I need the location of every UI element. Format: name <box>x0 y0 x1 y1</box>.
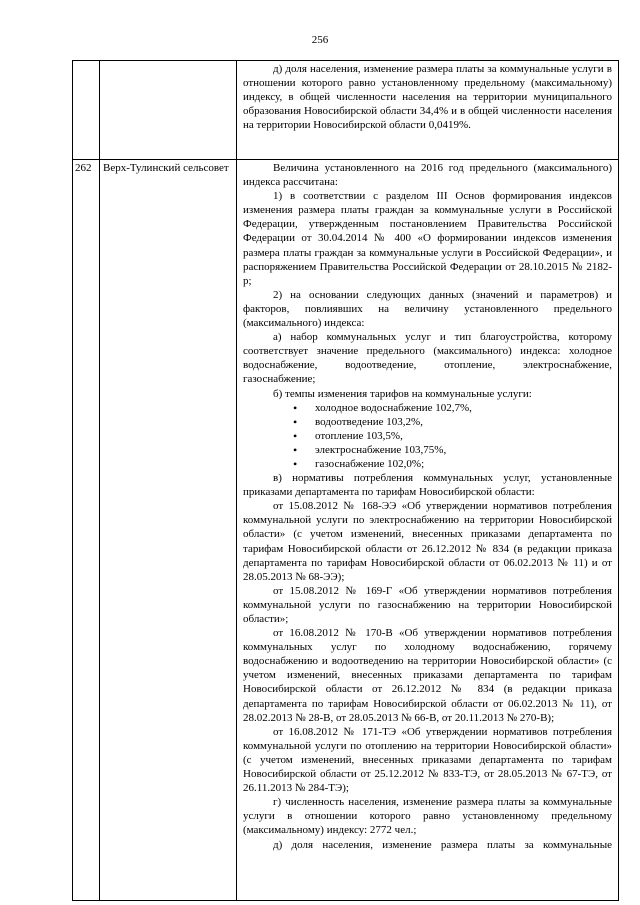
paragraph-d: д) доля населения, изменение размера платы за коммунальные <box>273 838 612 851</box>
paragraph-a: а) набор коммунальных услуг и тип благоустройства, которому соответствует значение предельного (максимального) индекса: холодное водоснабжение, водоотведение, отопление, электроснабжение, газоснабжение; <box>243 331 612 386</box>
description-cell <box>237 160 619 901</box>
description-cell <box>237 61 619 160</box>
list-item: • водоотведение 103,2%, <box>315 415 612 429</box>
row-number-cell: 262 <box>73 160 100 901</box>
municipality-name: Верх-Тулинский сельсовет <box>100 160 237 901</box>
paragraph-1: 1) в соответствии с разделом III Основ формирования индексов изменения размера платы граждан за коммунальные услуги в Российской Федерации, утвержденным постановлением Правительства Российской Федерации от 30.04.2014 № 400 «О формировании индексов изменения размера платы граждан за коммунальные услуги в Российской Федерации», и распоряжением Правительства Российской Федерации от 28.10.2015 № 2182-р; <box>243 190 612 287</box>
norm-order-2: от 15.08.2012 № 169-Г «Об утверждении нормативов потребления коммунальной услуги по газоснабжению на территории Новосибирской области»; <box>243 584 612 625</box>
norm-order-1: от 15.08.2012 № 168-ЭЭ «Об утверждении нормативов потребления коммунальной услуги по электроснабжению на территории Новосибирской области» (с учетом изменений, внесенных приказами департамента по тарифам Новосибирской области от 26.12.2012 № 834 (в редакции приказа департамента по тарифам Новосибирской области от 06.02.2013 № 11) и от 28.05.2013 № 68-ЭЭ); <box>243 500 612 583</box>
table-row <box>73 160 619 901</box>
table-row <box>73 61 619 160</box>
paragraph-v: в) нормативы потребления коммунальных услуг, установленные приказами департамента по тарифам Новосибирской области: <box>243 472 612 499</box>
paragraph-g: г) численность населения, изменение размера платы за коммунальные услуги в отношении которого равно установленному предельному (максимальному) индексу: 2772 чел.; <box>243 796 612 837</box>
list-item: • газоснабжение 102,0%; <box>315 457 612 471</box>
list-item: • отопление 103,5%, <box>315 429 612 443</box>
page-number: 256 <box>311 34 329 46</box>
tariff-list <box>243 401 612 471</box>
index-table <box>72 60 619 901</box>
intro-paragraph: Величина установленного на 2016 год предельного (максимального) индекса рассчитана: <box>243 162 612 189</box>
paragraph-b: б) темпы изменения тарифов на коммунальные услуги: <box>273 387 532 400</box>
municipality-cell <box>100 61 237 160</box>
list-item: • электроснабжение 103,75%, <box>315 443 612 457</box>
norm-order-3: от 16.08.2012 № 170-В «Об утверждении нормативов потребления коммунальных услуг по холодному водоснабжению, горячему водоснабжению и водоотведению на территории Новосибирской области» (с учетом изменений, внесенных приказами департамента по тарифам Новосибирской области от 26.12.2012 № 834 (в редакции приказа департамента по тарифам Новосибирской области от 06.02.2013 № 11), от 28.02.2013 № 28-В, от 28.05.2013 № 66-В, от 20.11.2013 № 270-В); <box>243 627 612 724</box>
list-item: • холодное водоснабжение 102,7%, <box>315 401 612 415</box>
norm-order-4: от 16.08.2012 № 171-ТЭ «Об утверждении нормативов потребления коммунальной услуги по отоплению на территории Новосибирской области» (с учетом изменений, внесенных приказами департамента по тарифам Новосибирской области от 25.12.2012 № 833-ТЭ, от 28.05.2013 № 67-ТЭ, от 26.11.2013 № 284-ТЭ); <box>243 725 612 795</box>
paragraph-2: 2) на основании следующих данных (значений и параметров) и факторов, повлиявших на величину установленного предельного (максимального) индекса: <box>243 288 612 330</box>
prev-row-text: д) доля населения, изменение размера платы за коммунальные услуги в отношении которого равно установленному предельному (максимальному) индексу, в общей численности населения на территории муниципального образования Новосибирской области 34,4% и в общей численности населения на территории Новосибирской области 0,0419%. <box>243 63 612 132</box>
row-number-cell <box>73 61 100 160</box>
